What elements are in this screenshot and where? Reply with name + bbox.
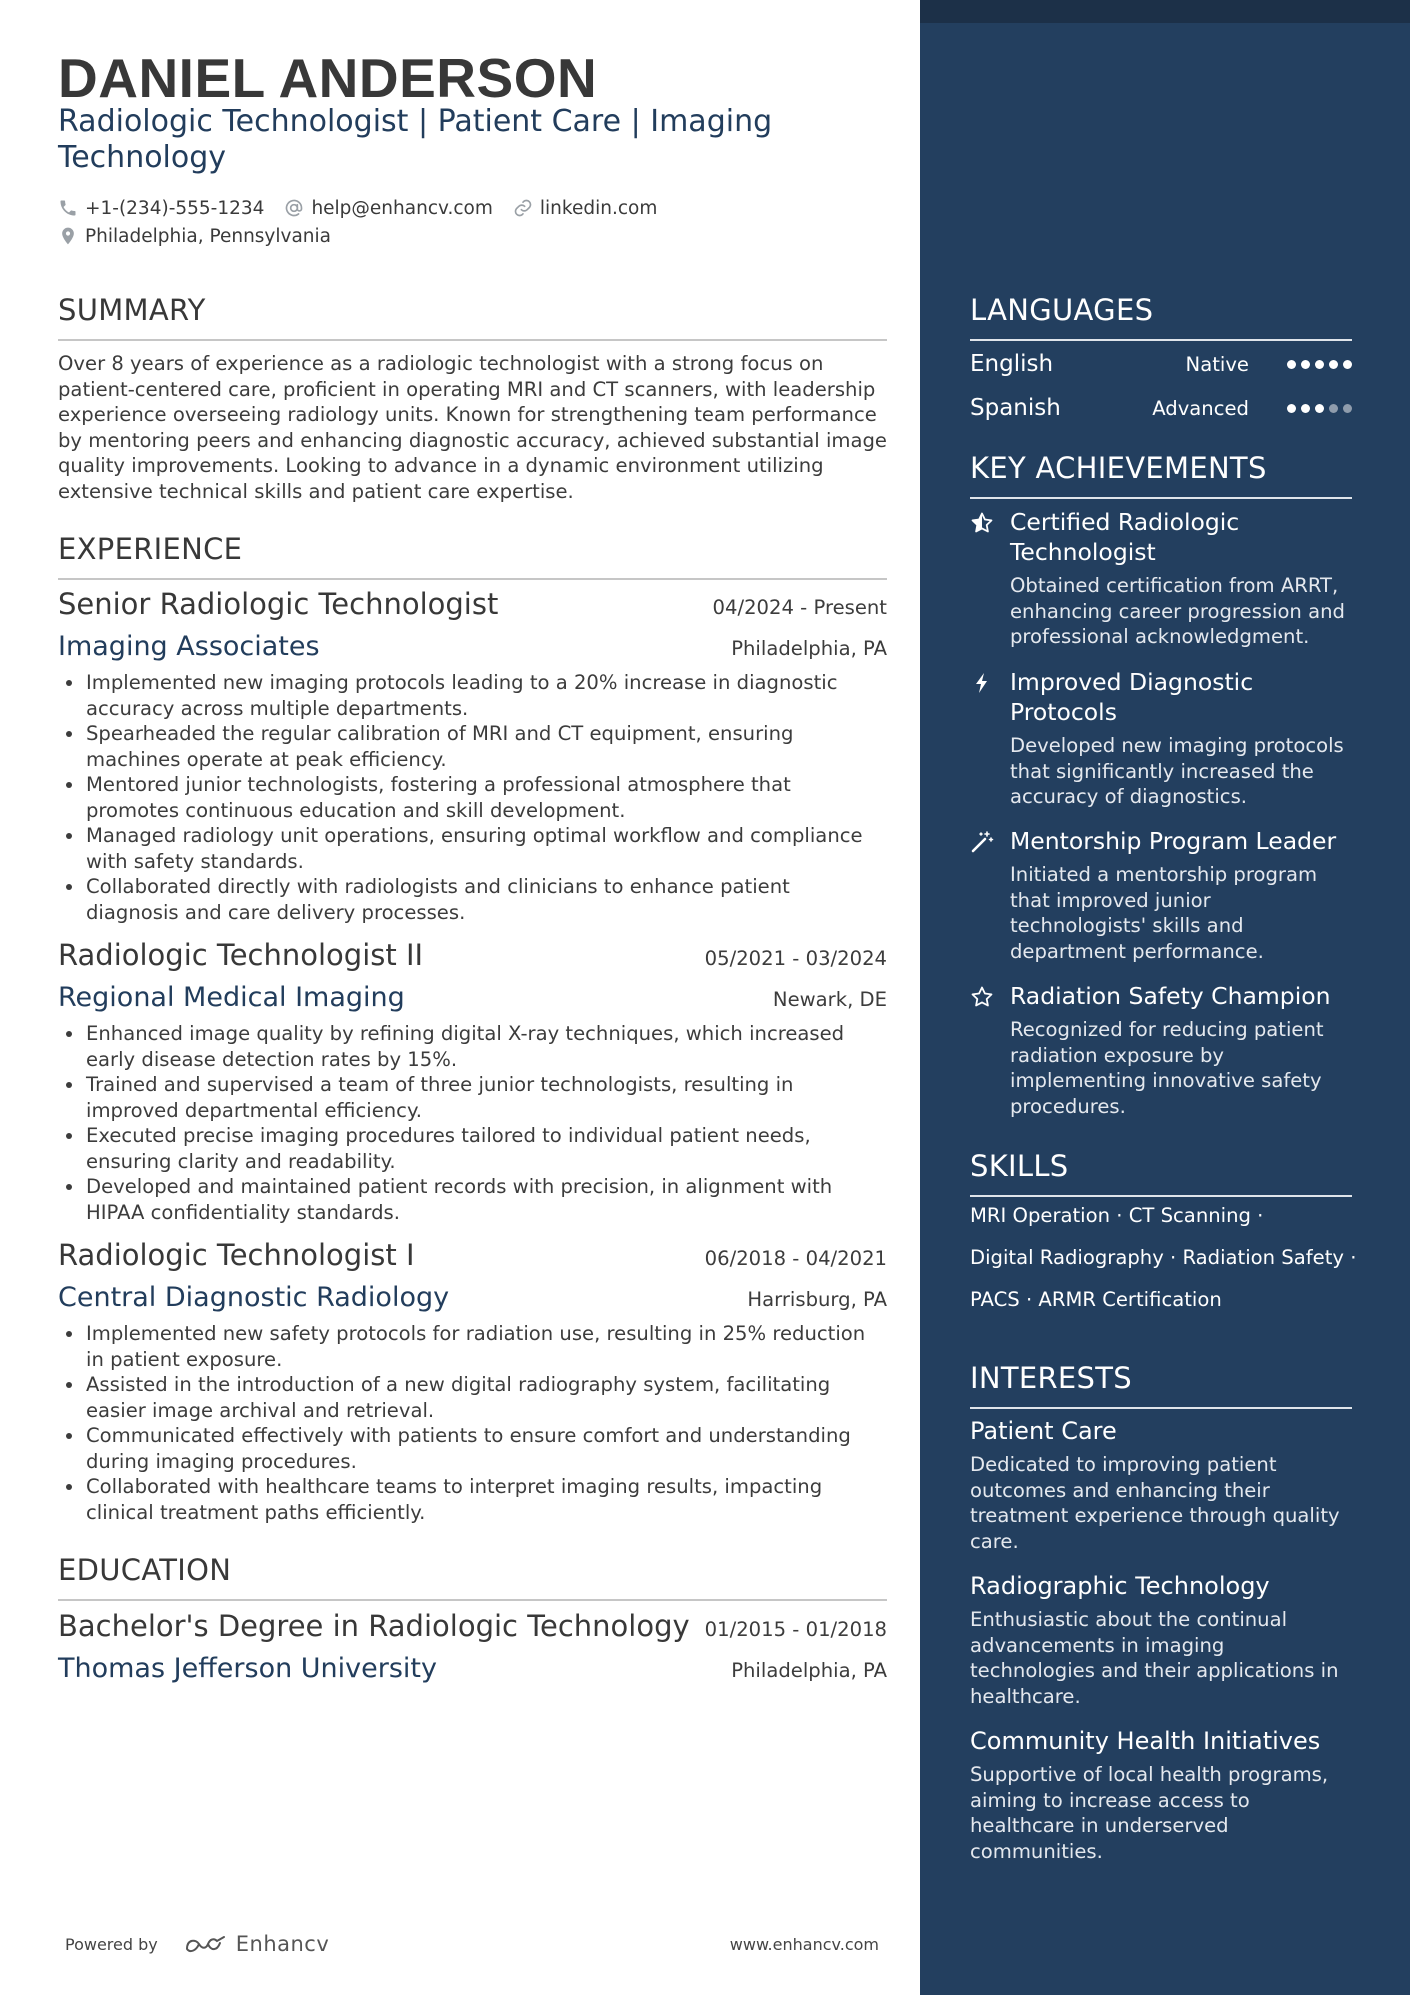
job-bullet: Executed precise imaging procedures tailored to individual patient needs, ensuring clarity and readability. (58, 1123, 887, 1174)
job-bullet: Spearheaded the regular calibration of MRI and CT equipment, ensuring machines operate at peak efficiency. (58, 721, 887, 772)
location-contact (58, 226, 331, 247)
rating-dot-filled (1287, 360, 1296, 369)
rating-dot-empty (1343, 404, 1352, 413)
phone-icon (58, 198, 78, 218)
powered-by (65, 1932, 329, 1956)
job-location: Harrisburg, PA (747, 1288, 887, 1311)
job-bullets (58, 1021, 887, 1225)
interest-item (970, 1416, 1352, 1554)
achievement-item (970, 826, 1352, 964)
education-dates: 01/2015 - 01/2018 (704, 1618, 887, 1641)
experience-heading: EXPERIENCE (58, 532, 887, 580)
achievement-item (970, 507, 1352, 650)
job-title: Radiologic Technologist II (58, 938, 424, 972)
sidebar (920, 0, 1410, 1995)
job-bullet: Communicated effectively with patients to ensure comfort and understanding during imaging procedures. (58, 1423, 887, 1474)
achievement-item (970, 981, 1352, 1119)
school: Thomas Jefferson University (58, 1653, 437, 1684)
contact-info (58, 194, 677, 250)
at-sign-icon (284, 198, 304, 218)
languages-heading: LANGUAGES (970, 293, 1352, 341)
achievement-item (970, 667, 1352, 810)
candidate-name: DANIEL ANDERSON (58, 47, 598, 109)
phone-contact[interactable] (58, 198, 264, 219)
job-bullet: Enhanced image quality by refining digital X-ray techniques, which increased early disease detection rates by 15%. (58, 1021, 887, 1072)
job-company: Regional Medical Imaging (58, 982, 405, 1013)
job-bullet: Mentored junior technologists, fostering a professional atmosphere that promotes continuous education and skill development. (58, 772, 887, 823)
sidebar-top-band (920, 0, 1410, 23)
interests-heading: INTERESTS (970, 1361, 1352, 1409)
summary-text: Over 8 years of experience as a radiologic technologist with a strong focus on patient-centered care, proficient in operating MRI and CT scanners, with leadership experience overseeing radiology units. Known for strengthening team performance by mentoring peers and enhancing diagnostic accuracy, achieved substantial image quality improvements. Looking to advance in a dynamic environment utilizing extensive technical skills and patient care expertise. (58, 352, 887, 503)
skill-line: PACS · ARMR Certification (970, 1288, 1222, 1311)
interest-item (970, 1571, 1352, 1709)
education-heading: EDUCATION (58, 1553, 887, 1601)
achievement-desc: Obtained certification from ARRT, enhancing career progression and professional acknowledgment. (1010, 574, 1345, 648)
rating-dot-filled (1343, 360, 1352, 369)
language-name: English (970, 351, 1054, 377)
website-link[interactable]: www.enhancv.com (729, 1934, 879, 1954)
language-level: Advanced (1152, 396, 1249, 420)
job-bullet: Managed radiology unit operations, ensuring optimal workflow and compliance with safety standards. (58, 823, 887, 874)
headline: Radiologic Technologist | Patient Care | Imaging Technology (58, 104, 773, 175)
achievement-desc: Recognized for reducing patient radiation exposure by implementing innovative safety procedures. (1010, 1018, 1324, 1118)
job-dates: 04/2024 - Present (712, 596, 887, 619)
interest-desc: Dedicated to improving patient outcomes and enhancing their treatment experience through quality care. (970, 1453, 1340, 1553)
language-item (970, 349, 1352, 379)
skill-line: Digital Radiography · Radiation Safety · (970, 1246, 1357, 1269)
achievement-title: Improved Diagnostic Protocols (1010, 668, 1254, 726)
phone-text: +1-(234)-555-1234 (85, 197, 265, 219)
job-bullet: Implemented new imaging protocols leading to a 20% increase in diagnostic accuracy across multiple departments. (58, 670, 887, 721)
job-entry (58, 1238, 887, 1525)
location-pin-icon (58, 226, 78, 246)
degree: Bachelor's Degree in Radiologic Technology (58, 1609, 690, 1643)
job-dates: 05/2021 - 03/2024 (704, 947, 887, 970)
brand-name: Enhancv (235, 1932, 330, 1956)
achievement-title: Certified Radiologic Technologist (1010, 508, 1240, 566)
email-text: help@enhancv.com (311, 197, 493, 219)
rating-dot-filled (1301, 360, 1310, 369)
job-entry (58, 587, 887, 925)
achievement-title: Mentorship Program Leader (1010, 827, 1337, 855)
job-location: Newark, DE (772, 988, 887, 1011)
powered-by-label: Powered by (65, 1934, 158, 1954)
enhancv-logo-icon (184, 1933, 230, 1955)
language-level: Native (1185, 352, 1249, 376)
rating-dot-filled (1287, 404, 1296, 413)
rating-dot-filled (1315, 404, 1324, 413)
achievement-desc: Initiated a mentorship program that improved junior technologists' skills and department performance. (1010, 863, 1318, 963)
job-location: Philadelphia, PA (731, 637, 887, 660)
star-outline-icon (970, 985, 994, 1009)
language-name: Spanish (970, 395, 1061, 421)
job-company: Central Diagnostic Radiology (58, 1282, 450, 1313)
job-entry (58, 938, 887, 1225)
job-bullet: Implemented new safety protocols for radiation use, resulting in 25% reduction in patient exposure. (58, 1321, 887, 1372)
footer (65, 1932, 879, 1956)
language-item (970, 393, 1352, 423)
rating-dot-empty (1329, 404, 1338, 413)
achievements-heading: KEY ACHIEVEMENTS (970, 451, 1352, 499)
skill-line: MRI Operation · CT Scanning · (970, 1204, 1264, 1227)
language-rating (1282, 404, 1352, 413)
bolt-icon (970, 671, 994, 695)
link-icon (513, 198, 533, 218)
interest-desc: Supportive of local health programs, aiming to increase access to healthcare in underserved communities. (970, 1763, 1329, 1863)
rating-dot-filled (1315, 360, 1324, 369)
rating-dot-filled (1301, 404, 1310, 413)
linkedin-contact[interactable] (513, 198, 657, 219)
job-bullet: Trained and supervised a team of three junior technologists, resulting in improved departmental efficiency. (58, 1072, 887, 1123)
education-location: Philadelphia, PA (731, 1659, 887, 1682)
job-bullet: Developed and maintained patient records with precision, in alignment with HIPAA confidentiality standards. (58, 1174, 887, 1225)
job-bullet: Collaborated with healthcare teams to interpret imaging results, impacting clinical treatment paths efficiently. (58, 1474, 887, 1525)
job-bullet: Collaborated directly with radiologists and clinicians to enhance patient diagnosis and care delivery processes. (58, 874, 887, 925)
achievement-title: Radiation Safety Champion (1010, 982, 1331, 1010)
education-entry (58, 1609, 887, 1684)
interest-item (970, 1726, 1352, 1864)
interest-title: Patient Care (970, 1417, 1117, 1445)
job-title: Senior Radiologic Technologist (58, 587, 499, 621)
skills-heading: SKILLS (970, 1149, 1352, 1197)
email-contact[interactable] (284, 198, 492, 219)
rating-dot-filled (1329, 360, 1338, 369)
enhancv-logo[interactable] (184, 1932, 330, 1956)
skills-list (970, 1204, 1357, 1330)
job-company: Imaging Associates (58, 631, 320, 662)
summary-heading: SUMMARY (58, 293, 887, 341)
star-half-icon (970, 511, 994, 535)
job-dates: 06/2018 - 04/2021 (704, 1247, 887, 1270)
job-bullets (58, 670, 887, 925)
interest-title: Community Health Initiatives (970, 1727, 1321, 1755)
achievement-desc: Developed new imaging protocols that significantly increased the accuracy of diagnostics. (1010, 734, 1344, 808)
location-text: Philadelphia, Pennsylvania (85, 225, 332, 247)
language-rating (1282, 360, 1352, 369)
linkedin-text: linkedin.com (539, 197, 658, 219)
job-bullets (58, 1321, 887, 1525)
interest-desc: Enthusiastic about the continual advancements in imaging technologies and their applications in healthcare. (970, 1608, 1339, 1708)
job-bullet: Assisted in the introduction of a new digital radiography system, facilitating easier image archival and retrieval. (58, 1372, 887, 1423)
magic-wand-icon (970, 830, 994, 854)
interest-title: Radiographic Technology (970, 1572, 1270, 1600)
job-title: Radiologic Technologist I (58, 1238, 415, 1272)
